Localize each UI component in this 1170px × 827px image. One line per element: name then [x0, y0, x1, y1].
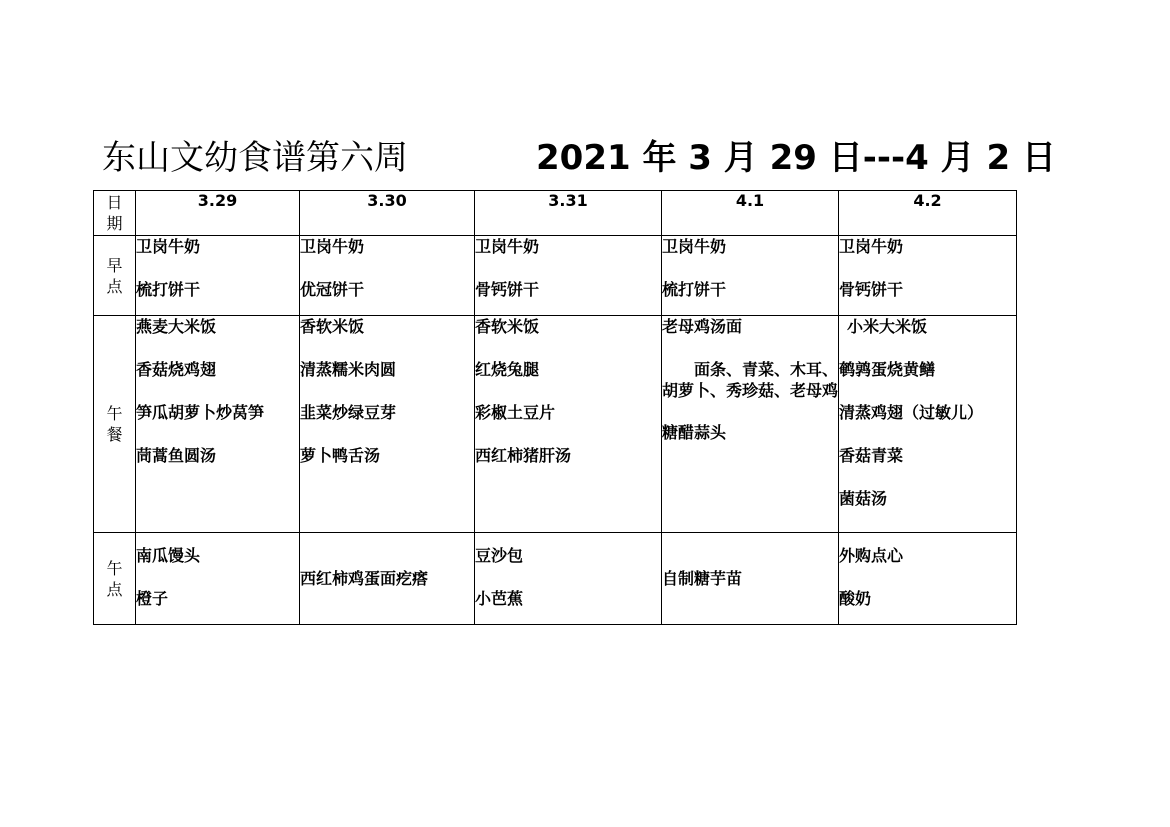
lunch-cell-5: [839, 316, 1017, 533]
breakfast-label-char-2: 点: [106, 276, 123, 296]
breakfast-row: [94, 236, 1017, 316]
menu-item: 西红柿鸡蛋面疙瘩: [300, 568, 429, 588]
lunch-cell-2: [300, 316, 475, 533]
snack-label: [94, 533, 136, 625]
snack-cell-3: [475, 533, 662, 625]
menu-item: 外购点心: [839, 546, 904, 565]
breakfast-cell-4: [662, 236, 839, 316]
date-header-char-1: 日: [106, 193, 123, 212]
menu-item: 自制糖芋苗: [662, 568, 743, 588]
menu-item: 菌菇汤: [839, 489, 888, 508]
header-row: [94, 191, 1017, 236]
menu-item: 卫岗牛奶: [300, 237, 365, 256]
day-header-4: 4.1: [662, 191, 839, 236]
lunch-cell-1: [136, 316, 300, 533]
menu-title: 东山文幼食谱第六周: [102, 138, 408, 178]
breakfast-label-char-1: 早: [106, 255, 123, 275]
menu-item: 萝卜鸭舌汤: [300, 446, 381, 465]
menu-item: 卫岗牛奶: [662, 237, 727, 256]
menu-item: 豆沙包: [475, 546, 524, 565]
day-header-2: 3.30: [300, 191, 475, 236]
menu-item: 鹌鹑蛋烧黄鳝: [839, 360, 936, 379]
menu-item: 韭菜炒绿豆芽: [300, 403, 397, 422]
menu-table: [93, 190, 1017, 625]
menu-item: 燕麦大米饭: [136, 317, 217, 336]
menu-item: 南瓜馒头: [136, 546, 201, 565]
menu-item: 面条、青菜、木耳、胡萝卜、秀珍菇、老母鸡: [662, 360, 839, 400]
snack-cell-2: [300, 533, 475, 625]
menu-item: 骨钙饼干: [839, 280, 904, 299]
breakfast-label: [94, 236, 136, 316]
menu-item: 卫岗牛奶: [475, 237, 540, 256]
menu-item: 梳打饼干: [662, 280, 727, 299]
breakfast-cell-2: [300, 236, 475, 316]
menu-item: 西红柿猪肝汤: [475, 446, 572, 465]
menu-item: 香软米饭: [475, 317, 540, 336]
date-header-cell: [94, 191, 136, 236]
menu-item: 骨钙饼干: [475, 280, 540, 299]
menu-item: 优冠饼干: [300, 280, 365, 299]
menu-item: 笋瓜胡萝卜炒莴笋: [136, 403, 265, 422]
menu-item: 香菇烧鸡翅: [136, 360, 217, 379]
snack-label-char-1: 午: [106, 558, 123, 578]
menu-item: 茼蒿鱼圆汤: [136, 446, 217, 465]
lunch-label-char-1: 午: [106, 404, 123, 423]
menu-item: 卫岗牛奶: [136, 237, 201, 256]
menu-item: 橙子: [136, 589, 169, 608]
breakfast-cell-1: [136, 236, 300, 316]
menu-item: 老母鸡汤面: [662, 317, 743, 336]
menu-item: 香菇青菜: [839, 446, 904, 465]
day-header-5: 4.2: [839, 191, 1017, 236]
lunch-row: [94, 316, 1017, 533]
menu-item: 清蒸鸡翅（过敏儿）: [839, 403, 984, 422]
breakfast-cell-5: [839, 236, 1017, 316]
lunch-cell-4: [662, 316, 839, 533]
menu-item: 彩椒土豆片: [475, 403, 556, 422]
date-range: 2021 年 3 月 29 日---4 月 2 日: [536, 138, 1056, 178]
menu-item: 糖醋蒜头: [662, 423, 727, 442]
menu-item: 卫岗牛奶: [839, 237, 904, 256]
menu-item: 香软米饭: [300, 317, 365, 336]
menu-item: 小芭蕉: [475, 589, 524, 608]
lunch-label-char-2: 餐: [106, 425, 123, 444]
snack-cell-1: [136, 533, 300, 625]
menu-item: 酸奶: [839, 589, 872, 608]
lunch-label: [94, 316, 136, 533]
day-header-3: 3.31: [475, 191, 662, 236]
menu-item: 小米大米饭: [847, 317, 928, 336]
day-header-1: 3.29: [136, 191, 300, 236]
breakfast-cell-3: [475, 236, 662, 316]
menu-item: 红烧兔腿: [475, 360, 540, 379]
snack-row: [94, 533, 1017, 625]
snack-cell-4: [662, 533, 839, 625]
menu-item: 梳打饼干: [136, 280, 201, 299]
date-header-char-2: 期: [106, 214, 123, 233]
menu-item: 清蒸糯米肉圆: [300, 360, 397, 379]
snack-cell-5: [839, 533, 1017, 625]
lunch-cell-3: [475, 316, 662, 533]
snack-label-char-2: 点: [106, 579, 123, 599]
